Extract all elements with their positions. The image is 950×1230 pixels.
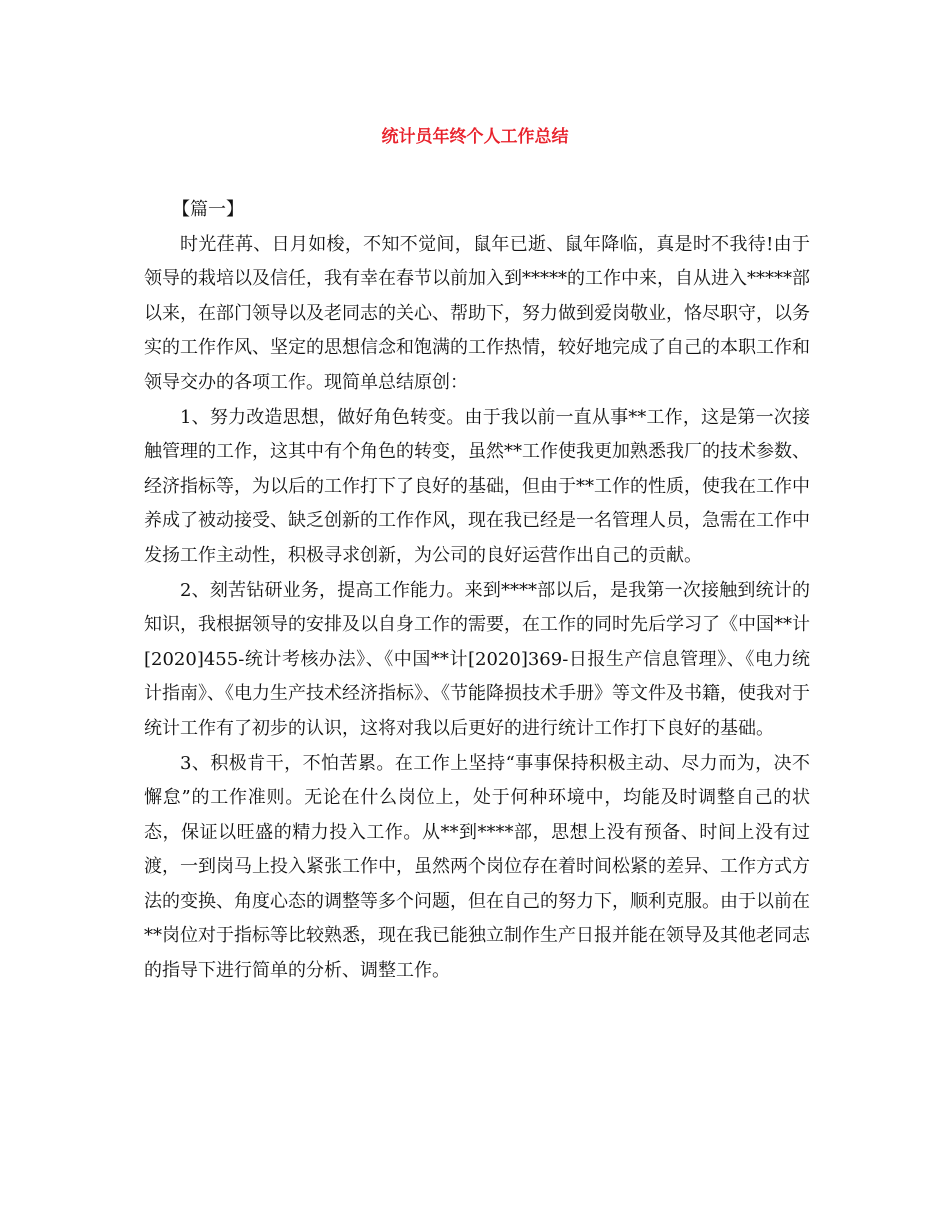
document-body <box>144 193 810 989</box>
document-title: 统计员年终个人工作总结 <box>381 127 569 147</box>
section-label: 【篇一】 <box>172 199 244 220</box>
paragraph-point-3: 3、积极肯干，不怕苦累。在工作上坚持“事事保持积极主动、尽力而为，决不懈怠”的工作准则。无论在什么岗位上，处于何种环境中，均能及时调整自己的状态，保证以旺盛的精力投入工作。从**到****部，思想上没有预备、时间上没有过渡，一到岗马上投入紧张工作中，虽然两个岗位存在着时间松紧的差异、工作方式方法的变换、角度心态的调整等多个问题，但在自己的努力下，顺利克服。由于以前在**岗位对于指标等比较熟悉，现在我已能独立制作生产日报并能在领导及其他老同志的指导下进行简单的分析、调整工作。 <box>144 752 810 982</box>
paragraph-point-2: 2、刻苦钻研业务，提高工作能力。来到****部以后，是我第一次接触到统计的知识，我根据领导的安排及以自身工作的需要，在工作的同时先后学习了《中国**计[2020]455-统计考核办法》、《中国**计[2020]369-日报生产信息管理》、《电力统计指南》、《电力生产技术经济指标》、《节能降损技术手册》等文件及书籍，使我对于统计工作有了初步的认识，这将对我以后更好的进行统计工作打下良好的基础。 <box>144 579 810 739</box>
paragraph-point-1: 1、努力改造思想，做好角色转变。由于我以前一直从事**工作，这是第一次接触管理的工作，这其中有个角色的转变，虽然**工作使我更加熟悉我厂的技术参数、经济指标等，为以后的工作打下了良好的基础，但由于**工作的性质，使我在工作中养成了被动接受、缺乏创新的工作作风，现在我已经是一名管理人员，急需在工作中发扬工作主动性，积极寻求创新，为公司的良好运营作出自己的贡献。 <box>144 406 810 566</box>
paragraph-intro: 时光荏苒、日月如梭，不知不觉间，鼠年已逝、鼠年降临，真是时不我待!由于领导的栽培以及信任，我有幸在春节以前加入到*****的工作中来，自从进入*****部以来，在部门领导以及老同志的关心、帮助下，努力做到爱岗敬业，恪尽职守，以务实的工作作风、坚定的思想信念和饱满的工作热情，较好地完成了自己的本职工作和领导交办的各项工作。现简单总结原创： <box>144 233 810 393</box>
